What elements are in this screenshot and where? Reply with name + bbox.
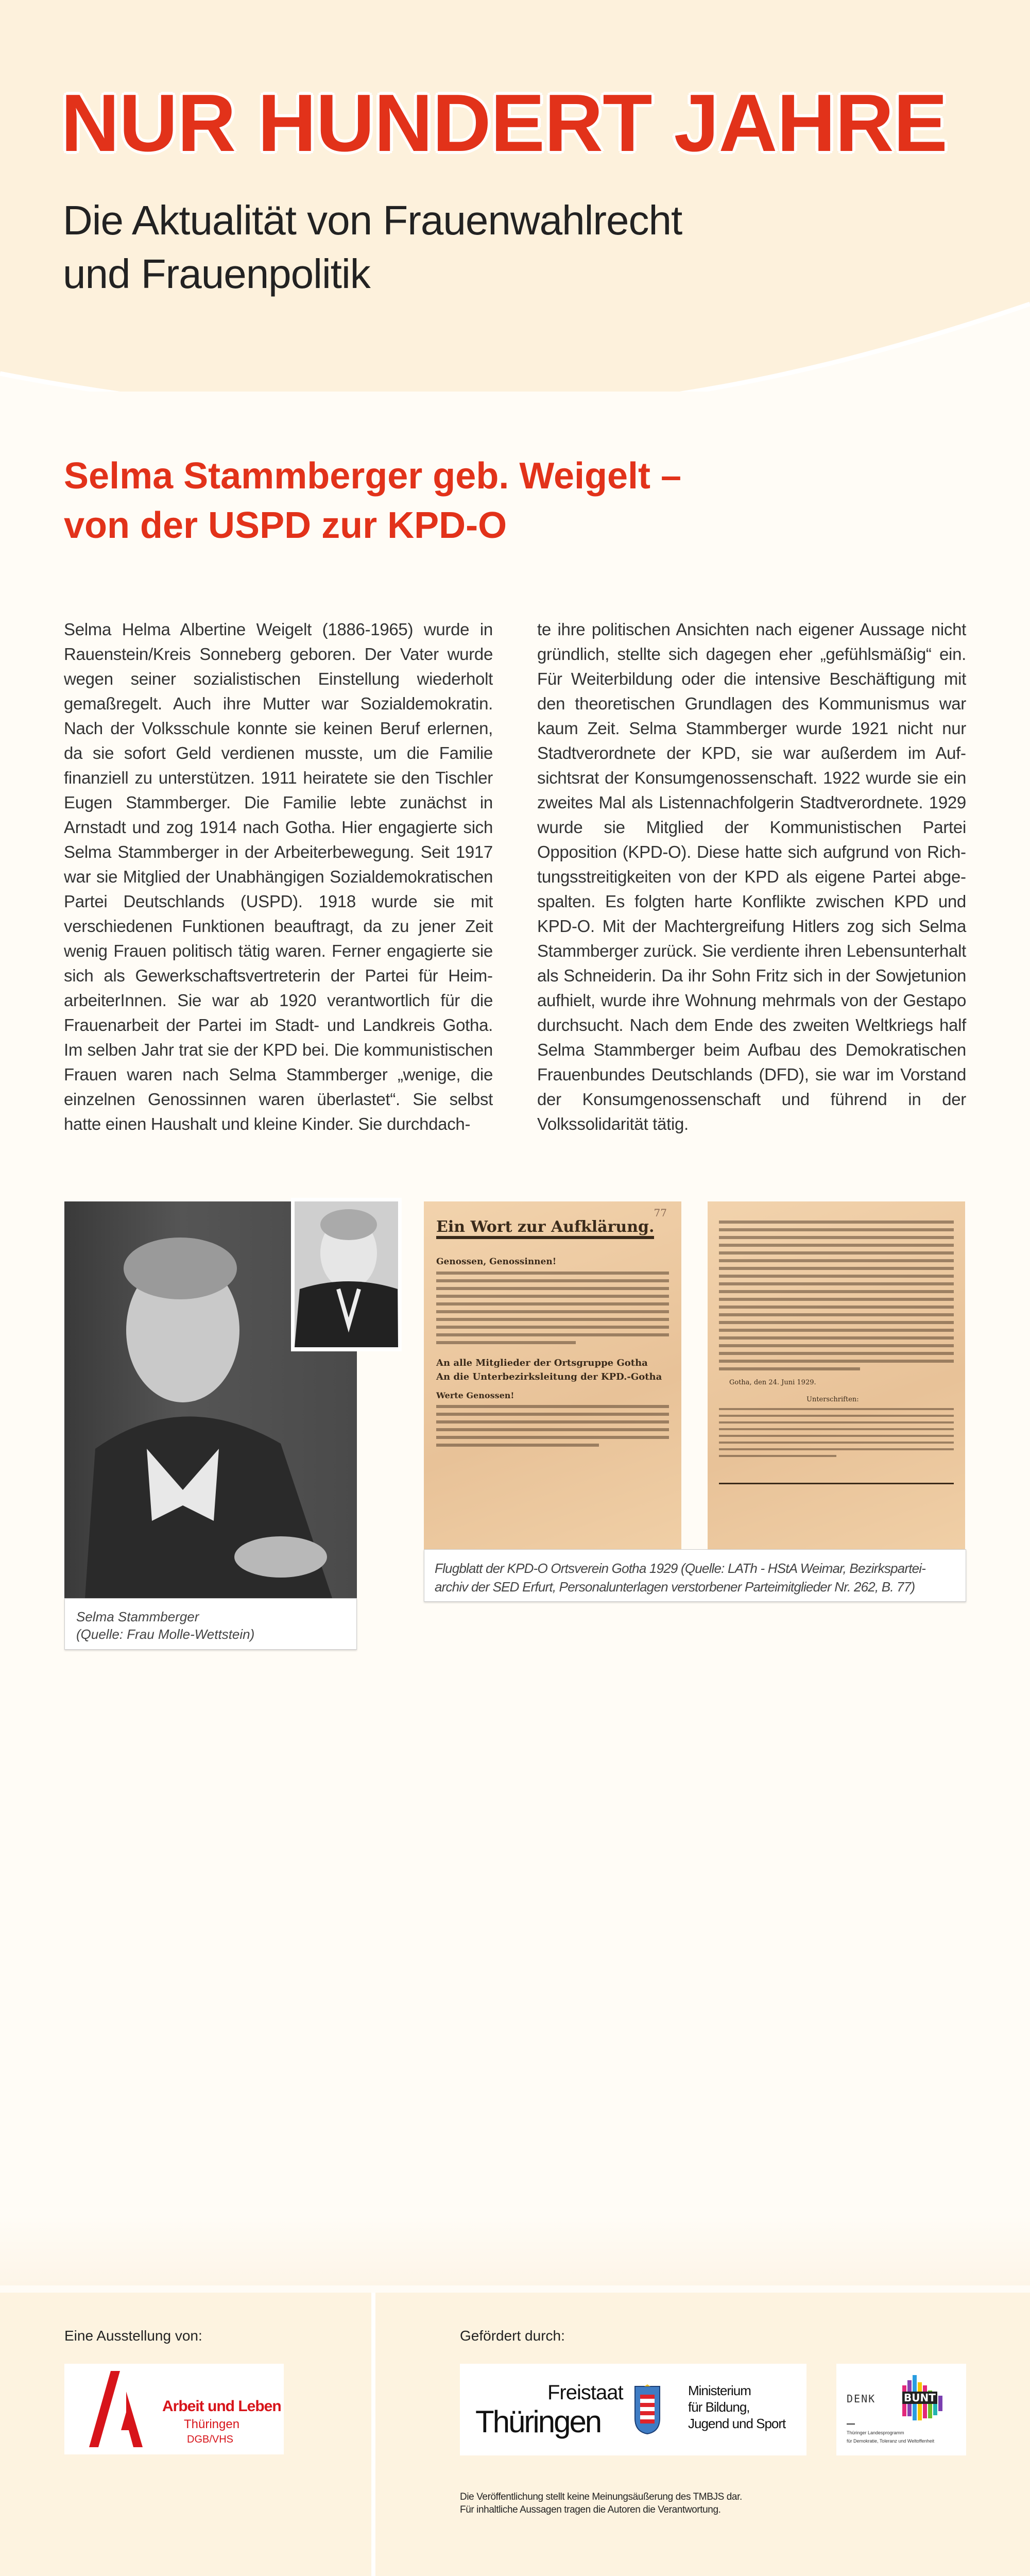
article-heading-line1: Selma Stammberger geb. Weigelt – xyxy=(64,455,682,497)
flyer-greeting: Genossen, Genossinnen! xyxy=(436,1257,557,1267)
thueringen-ministry-logo xyxy=(460,2364,806,2455)
article-column-1: Selma Helma Albertine Weigelt (1886-1965) wurde in Rauenstein/Kreis Sonneberg geboren. Der Vater wurde wegen seiner sozialistischen Einstellung wiederholt gemaßregelt. Auch ihre Mutter war Sozialdemokratin. Nach der Volksschule konnte sie keinen Beruf erlernen, da sie sofort Geld verdienen musste, um die Familie finanziell zu unterstützen. 1911 heiratete sie den Tischler Eugen Stammberger. Die Familie lebte zunächst in Arnstadt und zog 1914 nach Gotha. Hier engagierte sich Selma Stammberger in der Arbeiterbewegung. Seit 1917 war sie Mitglied der Unabhängigen Sozialdemokratischen Partei Deutschlands (USPD). 1918 wurde sie mit verschiedenen Funktionen beauftragt, da zu jener Zeit wenig Frauen politisch tätig waren. Ferner engagierte sie sich als Gewerkschaftsvertreterin der Partei für HeimarbeiterInnen. Sie war ab 1920 verantwortlich für die Frauenarbeit der Partei im Stadt- und Landkreis Gotha. Im selben Jahr trat sie der KPD bei. Die kommunistischen Frauen waren nach Selma Stammberger „wenige, die einzelnen Genossinnen waren überlastet“. Sie selbst hatte einen Haushalt und kleine Kinder. Sie durchdach- xyxy=(64,620,493,1133)
flyer-caption-line2: archiv der SED Erfurt, Personalunterlagen verstorbener Parteimitglieder Nr. 262, B. 77) xyxy=(435,1579,915,1595)
flyer-body-text-2 xyxy=(436,1405,669,1447)
disclaimer-line1: Die Veröffentlichung stellt keine Meinungsäußerung des TMBJS dar. xyxy=(460,2492,742,2502)
flyer-page-1 xyxy=(424,1201,681,1549)
logo-bunt-text: BUNT xyxy=(902,2392,937,2404)
exhibition-title: NUR HUNDERT JAHRE xyxy=(61,78,948,168)
flyer2-date: Gotha, den 24. Juni 1929. xyxy=(729,1379,816,1386)
footer-fade xyxy=(0,2215,1030,2285)
flyer-page-2 xyxy=(708,1201,965,1549)
logo-aul-name: Arbeit und Leben xyxy=(162,2398,281,2415)
logo-th-name: Thüringen xyxy=(475,2404,601,2439)
flyer2-footer-rule xyxy=(719,1483,954,1484)
exhibition-by-label: Eine Ausstellung von: xyxy=(64,2328,202,2344)
flyer-caption-line1: Flugblatt der KPD-O Ortsverein Gotha 1929 (Quelle: LATh - HStA Weimar, Bezirkspartei- xyxy=(435,1561,926,1576)
flyer-subheading-2: An die Unterbezirksleitung der KPD.-Gotha xyxy=(436,1371,662,1382)
small-portrait-image xyxy=(295,1201,398,1347)
portrait-caption-line1: Selma Stammberger xyxy=(76,1609,199,1624)
article-column-2: te ihre politischen Ansichten nach eigener Aussage nicht gründlich, stellte sich dagegen eher „gefühlsmäßig“ ein. Für Weiterbildung oder die intensive Beschäftigung mit den theoretischen Grundlagen des Kommunismus war kaum Zeit. Selma Stammberger wurde 1921 nicht nur Stadtverordnete der KPD, sie war außerdem im Aufsichtsrat der Konsumgenossenschaft. 1922 wurde sie ein zweites Mal als Listennachfolgerin Stadtverordnete. 1929 wurde sie Mitglied der Kommunistischen Partei Opposition (KPD-O). Diese hatte sich aufgrund von Richtungsstreitigkeiten von der KPD als eigene Partei abgespalten. Es folgten harte Konflikte zwischen KPD und KPD-O. Mit der Machtergreifung Hitlers zog sich Selma Stammberger zurück. Sie verdiente ihren Lebensunterhalt als Schneiderin. Da ihr Sohn Fritz sich in der Sowjetunion aufhielt, wurde ihre Wohnung mehrmals von der Gestapo durchsucht. Nach dem Ende des zweiten Weltkriegs half Selma Stammberger beim Aufbau des Demokratischen Frauenbundes Deutschlands (DFD), sie war im Vorstand der Konsumgenossenschaft und führend in der Volkssolidarität tätig. xyxy=(537,620,966,1133)
flyer-page-number: 77 xyxy=(654,1207,667,1219)
arbeit-und-leben-a-icon xyxy=(85,2371,157,2448)
logo-aul-sub: DGB/VHS xyxy=(187,2434,234,2445)
flyer-title: Ein Wort zur Aufklärung. xyxy=(436,1218,654,1239)
flyer-subheading-3: Werte Genossen! xyxy=(436,1391,514,1400)
logo-th-ministry-line2: für Bildung, xyxy=(688,2399,750,2415)
logo-denkbunt-sub2: für Demokratie, Toleranz und Weltoffenheit xyxy=(847,2438,935,2444)
logo-denk-text: DENK xyxy=(847,2393,876,2405)
flyer-caption xyxy=(424,1549,966,1602)
small-photo-frame xyxy=(291,1198,402,1351)
flyer2-body-text-1 xyxy=(719,1221,954,1370)
funded-by-label: Gefördert durch: xyxy=(460,2328,565,2344)
logo-denkbunt-sub1: Thüringer Landesprogramm xyxy=(847,2430,904,2435)
article-heading-line2: von der USPD zur KPD-O xyxy=(64,505,507,546)
logo-th-ministry-line3: Jugend und Sport xyxy=(688,2416,786,2431)
portrait-caption xyxy=(64,1598,357,1650)
flyer-body-text-1 xyxy=(436,1272,669,1344)
flyer-subheading-1: An alle Mitglieder der Ortsgruppe Gotha xyxy=(436,1358,648,1368)
disclaimer-line2: Für inhaltliche Aussagen tragen die Autoren die Verantwortung. xyxy=(460,2504,721,2515)
arbeit-und-leben-logo xyxy=(64,2364,284,2454)
denk-bunt-rule xyxy=(847,2424,855,2425)
logo-th-freistaat: Freistaat xyxy=(547,2381,623,2404)
flyer2-signature-list xyxy=(719,1408,954,1457)
logo-th-ministry-line1: Ministerium xyxy=(688,2383,751,2398)
footer xyxy=(0,2293,1030,2576)
portrait-caption-line2: (Quelle: Frau Molle-Wettstein) xyxy=(76,1626,255,1642)
footer-divider xyxy=(371,2293,375,2576)
thueringen-coat-of-arms-icon xyxy=(634,2384,661,2435)
logo-aul-region: Thüringen xyxy=(184,2417,240,2431)
denk-bunt-logo xyxy=(836,2364,966,2455)
flyer2-signatures-label: Unterschriften: xyxy=(806,1396,859,1403)
exhibition-subtitle-line1: Die Aktualität von Frauenwahlrecht xyxy=(63,197,682,243)
header-background xyxy=(0,0,1030,392)
exhibition-subtitle-line2: und Frauenpolitik xyxy=(63,251,370,297)
